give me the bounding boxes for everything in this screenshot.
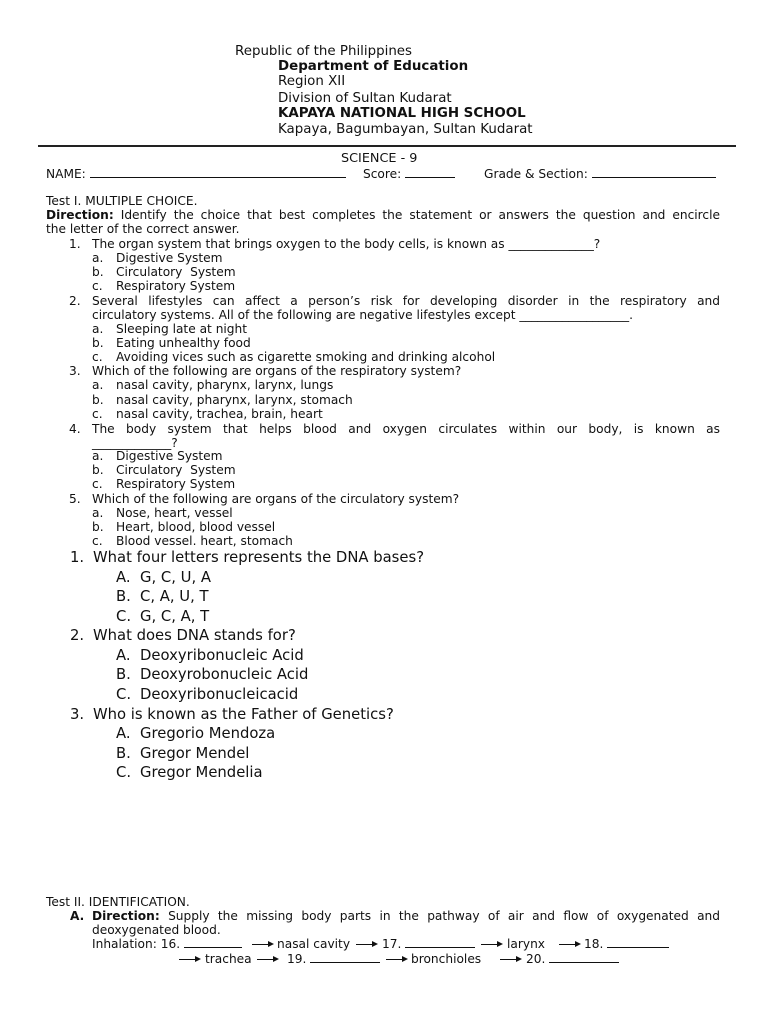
dna-q3-opt-a-text: Gregorio Mendoza	[140, 725, 276, 742]
inhalation-16-label: Inhalation: 16.	[92, 937, 181, 951]
dna-q3-text: Who is known as the Father of Genetics?	[93, 706, 394, 723]
test2-direction-label: Direction:	[92, 909, 160, 923]
q2-number: 2.	[69, 294, 81, 308]
division-line: Division of Sultan Kudarat	[278, 91, 452, 106]
school-name: KAPAYA NATIONAL HIGH SCHOOL	[278, 106, 526, 121]
dna-q3-opt-b-letter[interactable]: B.	[116, 745, 131, 762]
q4-opt-a-letter[interactable]: a.	[92, 449, 104, 463]
inhalation-label	[92, 937, 242, 951]
arrow-icon	[356, 944, 376, 945]
answer-16-field[interactable]	[184, 937, 242, 948]
q2-opt-a-text: Sleeping late at night	[116, 322, 248, 336]
q1-opt-c-text: Respiratory System	[116, 279, 236, 293]
dna-q3-opt-a-letter[interactable]: A.	[116, 725, 131, 742]
test2-direction	[92, 909, 720, 938]
trachea-label: trachea	[205, 952, 252, 966]
direction-text-1: Identify the choice that best completes the statement or answers the question and encircle	[120, 208, 721, 222]
q2-text-1: Several lifestyles can affect a person’s risk for developing disorder in the respiratory and	[92, 294, 720, 308]
q5-text: Which of the following are organs of the circulatory system?	[92, 492, 460, 506]
q3-opt-c-text: nasal cavity, trachea, brain, heart	[116, 407, 323, 421]
answer-20-number: 20.	[526, 952, 546, 966]
dna-q2-opt-c-letter[interactable]: C.	[116, 686, 132, 703]
dna-q1-number: 1.	[70, 549, 85, 566]
score-row	[363, 167, 455, 181]
test2-direction-text-2: deoxygenated blood.	[92, 923, 221, 938]
dna-q1-text: What four letters represents the DNA bases?	[93, 549, 425, 566]
dna-q3-number: 3.	[70, 706, 85, 723]
q4-opt-b-text: Circulatory System	[116, 463, 236, 477]
test2-direction-text-1: Supply the missing body parts in the pathway of air and flow of oxygenated and	[168, 909, 721, 923]
dna-q2-opt-a-letter[interactable]: A.	[116, 647, 131, 664]
nasal-cavity-label: nasal cavity	[277, 937, 351, 951]
score-label: Score:	[363, 167, 402, 181]
q5-opt-a-letter[interactable]: a.	[92, 506, 104, 520]
region-line: Region XII	[278, 74, 346, 89]
q2-opt-b-text: Eating unhealthy food	[116, 336, 251, 350]
q3-opt-b-text: nasal cavity, pharynx, larynx, stomach	[116, 393, 353, 407]
q4-opt-a-text: Digestive System	[116, 449, 223, 463]
q2-text-2: circulatory systems. All of the following are negative lifestyles except __________________.	[92, 308, 633, 322]
arrow-icon	[179, 959, 199, 960]
q4-number: 4.	[69, 422, 81, 436]
answer-20-row	[526, 952, 619, 966]
answer-18-field[interactable]	[607, 937, 669, 948]
info-row	[46, 167, 346, 181]
subject-title: SCIENCE - 9	[341, 151, 418, 166]
q1-opt-b-text: Circulatory System	[116, 265, 236, 279]
test2-title: Test II. IDENTIFICATION.	[46, 895, 190, 909]
test1-direction	[46, 208, 720, 237]
dna-q2-opt-c-text: Deoxyribonucleicacid	[140, 686, 299, 703]
dna-q1-opt-a-text: G, C, U, A	[140, 569, 211, 586]
name-field[interactable]	[90, 167, 346, 178]
test1-title: Test I. MULTIPLE CHOICE.	[46, 194, 198, 208]
dna-q2-opt-a-text: Deoxyribonucleic Acid	[140, 647, 304, 664]
dna-q2-opt-b-letter[interactable]: B.	[116, 666, 131, 683]
dna-q1-opt-b-letter[interactable]: B.	[116, 588, 131, 605]
arrow-icon	[481, 944, 501, 945]
q4-opt-b-letter[interactable]: b.	[92, 463, 104, 477]
q5-opt-a-text: Nose, heart, vessel	[116, 506, 233, 520]
answer-18-number: 18.	[584, 937, 604, 951]
answer-17-field[interactable]	[405, 937, 475, 948]
arrow-icon	[559, 944, 579, 945]
name-label: NAME:	[46, 167, 86, 181]
q4-opt-c-text: Respiratory System	[116, 477, 236, 491]
dna-q1-opt-b-text: C, A, U, T	[140, 588, 209, 605]
q4-opt-c-letter[interactable]: c.	[92, 477, 103, 491]
q3-text: Which of the following are organs of the respiratory system?	[92, 364, 462, 378]
dna-q3-opt-c-text: Gregor Mendelia	[140, 764, 263, 781]
dna-q1-opt-c-text: G, C, A, T	[140, 608, 210, 625]
dna-q2-opt-b-text: Deoxyrobonucleic Acid	[140, 666, 309, 683]
dna-q1-opt-c-letter[interactable]: C.	[116, 608, 132, 625]
q1-number: 1.	[69, 237, 81, 251]
grade-row	[484, 167, 716, 181]
q3-opt-a-text: nasal cavity, pharynx, larynx, lungs	[116, 378, 334, 392]
dna-q3-opt-b-text: Gregor Mendel	[140, 745, 250, 762]
arrow-icon	[386, 959, 406, 960]
q3-number: 3.	[69, 364, 81, 378]
header-rule	[38, 145, 736, 147]
q3-opt-a-letter[interactable]: a.	[92, 378, 104, 392]
arrow-icon	[252, 944, 272, 945]
answer-17-row	[382, 937, 475, 951]
answer-19-number: 19.	[287, 952, 307, 966]
direction-label: Direction:	[46, 208, 114, 222]
answer-19-field[interactable]	[310, 952, 380, 963]
q1-text: The organ system that brings oxygen to the body cells, is known as ______________?	[92, 237, 601, 251]
q1-opt-a-text: Digestive System	[116, 251, 223, 265]
direction-text-2: the letter of the correct answer.	[46, 222, 240, 237]
q5-opt-c-letter[interactable]: c.	[92, 534, 103, 548]
q2-opt-c-letter[interactable]: c.	[92, 350, 103, 364]
answer-17-number: 17.	[382, 937, 402, 951]
q2-opt-c-text: Avoiding vices such as cigarette smoking and drinking alcohol	[116, 350, 496, 364]
q4-text-2: _____________?	[92, 436, 178, 450]
grade-field[interactable]	[592, 167, 716, 178]
answer-20-field[interactable]	[549, 952, 619, 963]
q4-text-1: The body system that helps blood and oxygen circulates within our body, is known as	[92, 422, 720, 436]
q1-opt-b-letter[interactable]: b.	[92, 265, 104, 279]
answer-19-row	[287, 952, 380, 966]
arrow-icon	[257, 959, 277, 960]
bronchioles-label: bronchioles	[411, 952, 482, 966]
q1-opt-a-letter[interactable]: a.	[92, 251, 104, 265]
q5-opt-b-text: Heart, blood, blood vessel	[116, 520, 276, 534]
q2-opt-a-letter[interactable]: a.	[92, 322, 104, 336]
q2-opt-b-letter[interactable]: b.	[92, 336, 104, 350]
republic-line: Republic of the Philippines	[235, 44, 413, 59]
grade-label: Grade & Section:	[484, 167, 588, 181]
answer-18-row	[584, 937, 669, 951]
dna-q1-opt-a-letter[interactable]: A.	[116, 569, 131, 586]
q5-opt-c-text: Blood vessel. heart, stomach	[116, 534, 293, 548]
dna-q3-opt-c-letter[interactable]: C.	[116, 764, 132, 781]
school-address: Kapaya, Bagumbayan, Sultan Kudarat	[278, 122, 533, 137]
q3-opt-b-letter[interactable]: b.	[92, 393, 104, 407]
test2-section-letter: A.	[70, 909, 85, 923]
department-line: Department of Education	[278, 59, 469, 74]
larynx-label: larynx	[507, 937, 546, 951]
q3-opt-c-letter[interactable]: c.	[92, 407, 103, 421]
dna-q2-number: 2.	[70, 627, 85, 644]
q1-opt-c-letter[interactable]: c.	[92, 279, 103, 293]
dna-q2-text: What does DNA stands for?	[93, 627, 296, 644]
q5-opt-b-letter[interactable]: b.	[92, 520, 104, 534]
q5-number: 5.	[69, 492, 81, 506]
score-field[interactable]	[405, 167, 455, 178]
arrow-icon	[500, 959, 520, 960]
